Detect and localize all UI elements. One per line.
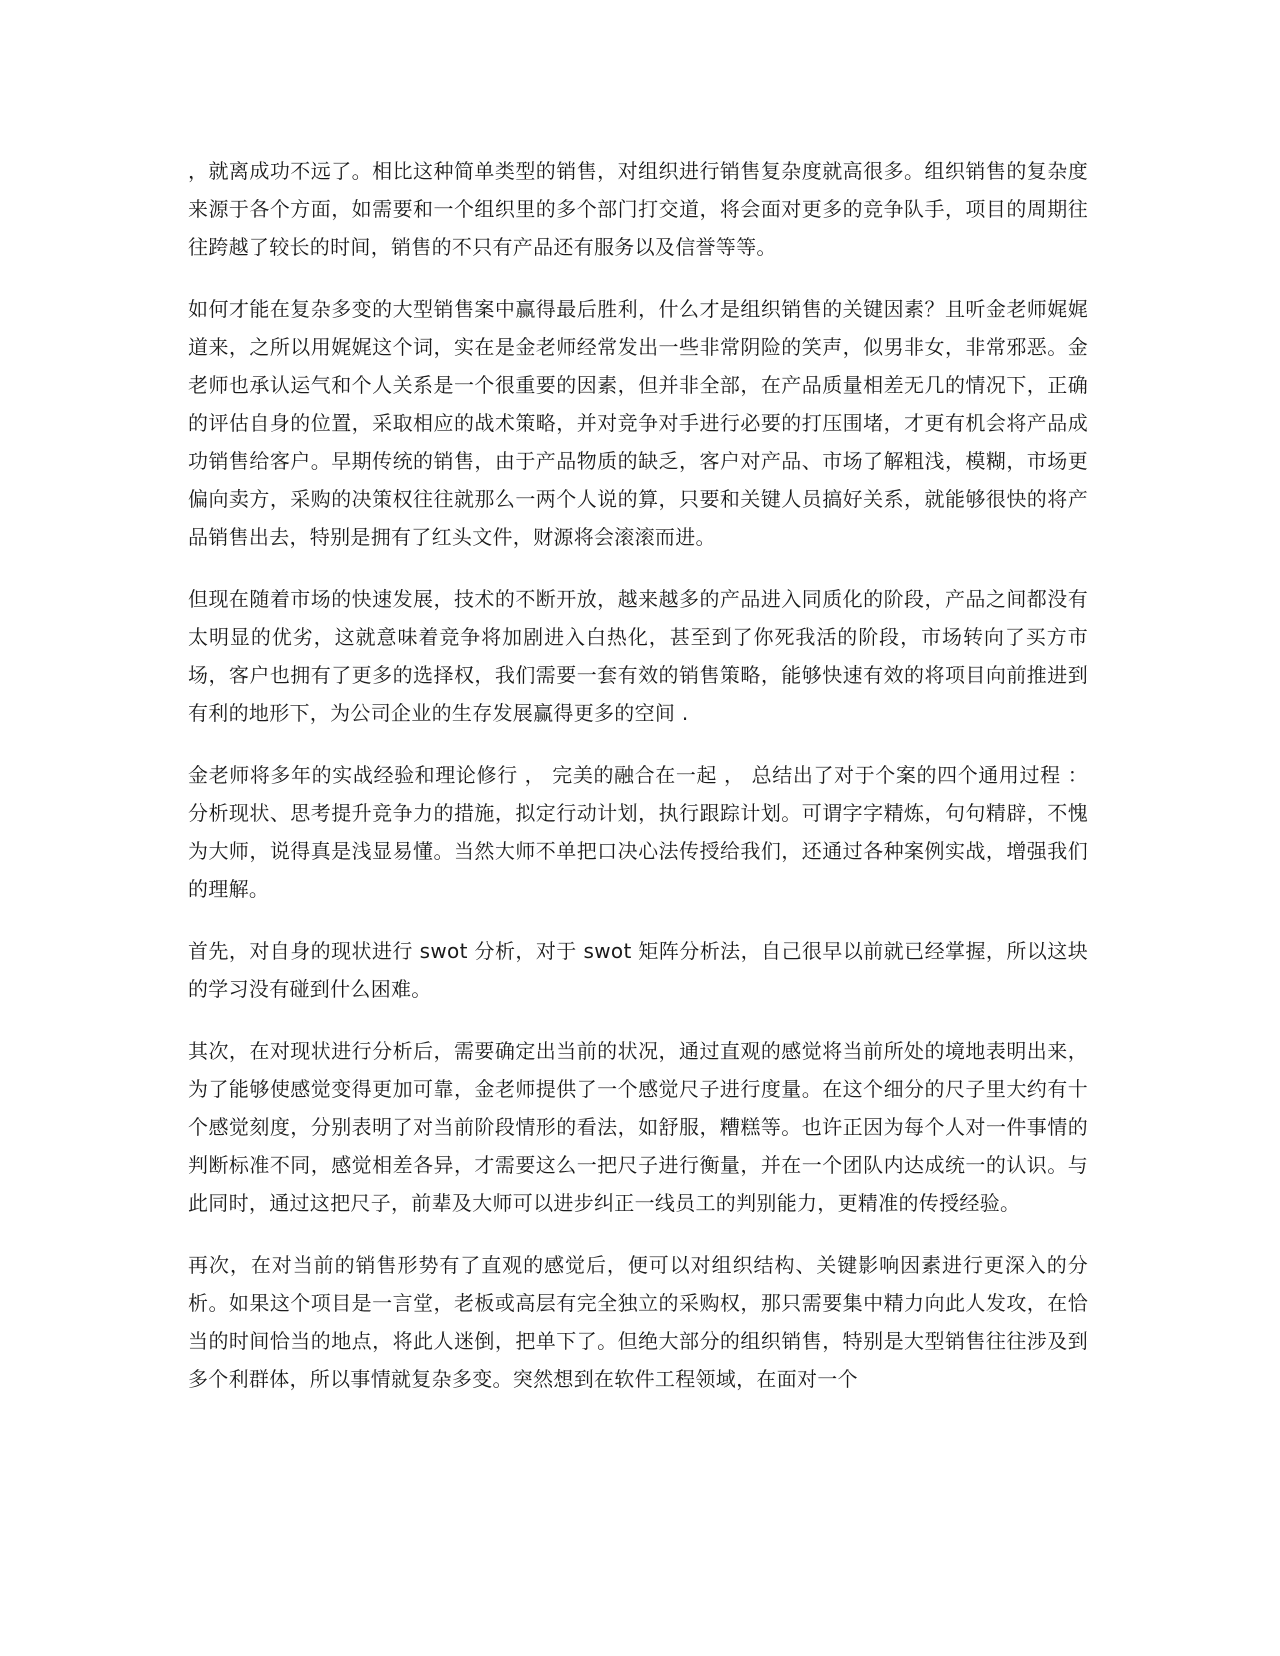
paragraph-1: ，就离成功不远了。相比这种简单类型的销售，对组织进行销售复杂度就高很多。组织销售的复杂度来源于各个方面，如需要和一个组织里的多个部门打交道，将会面对更多的竞争队手，项目的周期往往跨越了较长的时间，销售的不只有产品还有服务以及信誉等等。 [188, 159, 1088, 259]
paragraph-2: 如何才能在复杂多变的大型销售案中赢得最后胜利，什么才是组织销售的关键因素？且听金老师娓娓道来，之所以用娓娓这个词，实在是金老师经常发出一些非常阴险的笑声，似男非女，非常邪恶。金老师也承认运气和个人关系是一个很重要的因素，但并非全部，在产品质量相差无几的情况下，正确的评估自身的位置，采取相应的战术策略，并对竞争对手进行必要的打压围堵，才更有机会将产品成功销售给客户。早期传统的销售，由于产品物质的缺乏，客户对产品、市场了解粗浅，模糊，市场更偏向卖方，采购的决策权往往就那么一两个人说的算，只要和关键人员搞好关系，就能够很快的将产品销售出去，特别是拥有了红头文件，财源将会滚滚而进。 [188, 297, 1088, 549]
paragraph-5: 首先，对自身的现状进行 swot 分析，对于 swot 矩阵分析法，自己很早以前就已经掌握，所以这块的学习没有碰到什么困难。 [188, 939, 1088, 1001]
paragraph-4: 金老师将多年的实战经验和理论修行 ， 完美的融合在一起 ， 总结出了对于个案的四个通用过程 ：分析现状、思考提升竞争力的措施，拟定行动计划，执行跟踪计划。可谓字字精炼，句句精辟，不愧为大师，说得真是浅显易懂。当然大师不单把口决心法传授给我们，还通过各种案例实战，增强我们的理解。 [188, 763, 1088, 901]
paragraph-7: 再次，在对当前的销售形势有了直观的感觉后，便可以对组织结构、关键影响因素进行更深入的分析。如果这个项目是一言堂，老板或高层有完全独立的采购权，那只需要集中精力向此人发攻，在恰当的时间恰当的地点，将此人迷倒，把单下了。但绝大部分的组织销售，特别是大型销售往往涉及到多个利群体，所以事情就复杂多变。突然想到在软件工程领域，在面对一个 [188, 1253, 1088, 1391]
document-body [188, 152, 1088, 1422]
paragraph-3: 但现在随着市场的快速发展，技术的不断开放，越来越多的产品进入同质化的阶段，产品之间都没有太明显的优劣，这就意味着竞争将加剧进入白热化，甚至到了你死我活的阶段，市场转向了买方市场，客户也拥有了更多的选择权，我们需要一套有效的销售策略，能够快速有效的将项目向前推进到有利的地形下，为公司企业的生存发展赢得更多的空间 . [188, 587, 1088, 725]
paragraph-6: 其次，在对现状进行分析后，需要确定出当前的状况，通过直观的感觉将当前所处的境地表明出来，为了能够使感觉变得更加可靠，金老师提供了一个感觉尺子进行度量。在这个细分的尺子里大约有十个感觉刻度，分别表明了对当前阶段情形的看法，如舒服，糟糕等。也许正因为每个人对一件事情的判断标准不同，感觉相差各异，才需要这么一把尺子进行衡量，并在一个团队内达成统一的认识。与此同时，通过这把尺子，前辈及大师可以进步纠正一线员工的判别能力，更精准的传授经验。 [188, 1039, 1088, 1215]
